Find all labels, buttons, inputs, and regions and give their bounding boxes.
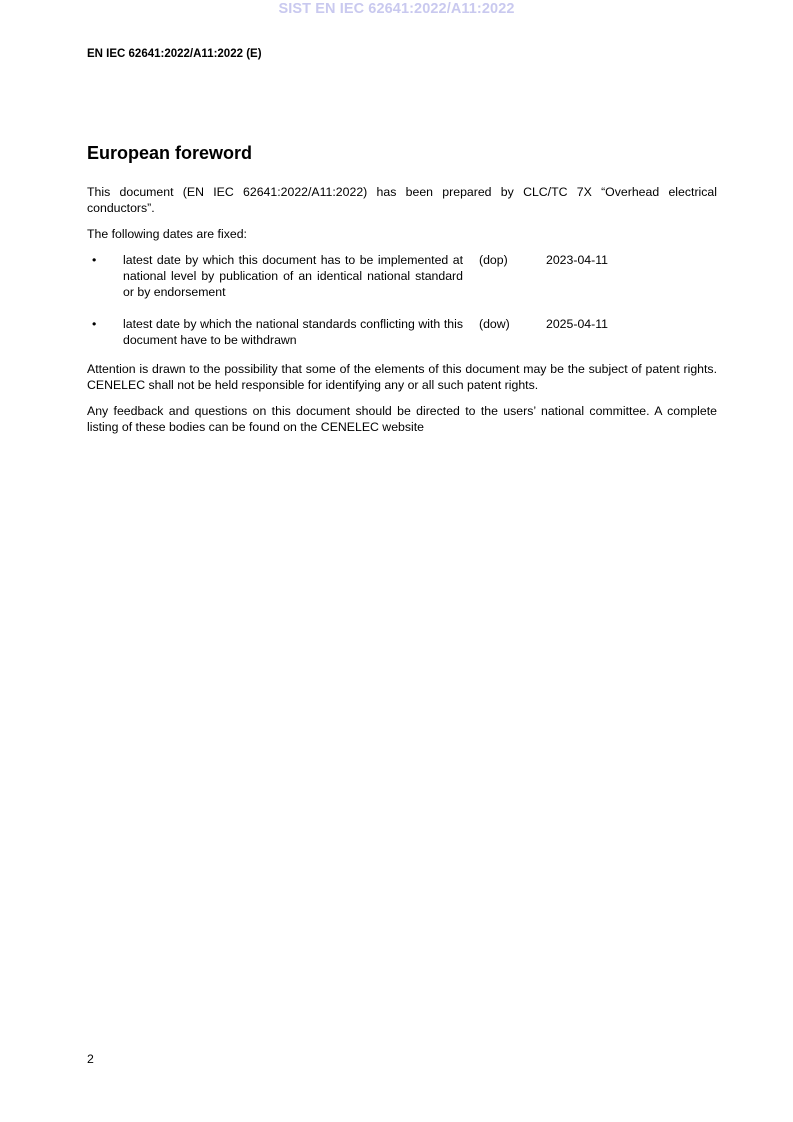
page-number: 2 — [87, 1052, 94, 1066]
foreword-section — [87, 142, 717, 445]
bullet-icon: • — [92, 317, 97, 331]
feedback-paragraph: Any feedback and questions on this document should be directed to the users’ national committee. A complete listing of these bodies can be found on the CENELEC website — [87, 404, 717, 434]
section-title: European foreword — [87, 143, 253, 163]
document-reference: EN IEC 62641:2022/A11:2022 (E) — [87, 48, 262, 60]
watermark-text: SIST EN IEC 62641:2022/A11:2022 — [278, 1, 515, 17]
patent-paragraph: Attention is drawn to the possibility that some of the elements of this document may be the subject of patent rights. CENELEC shall not be held responsible for identifying any or all such patent rights. — [87, 362, 717, 392]
dates-list — [87, 252, 717, 348]
date-abbreviation: (dop) — [479, 253, 508, 267]
dates-intro: The following dates are fixed: — [87, 227, 247, 241]
date-abbreviation: (dow) — [479, 317, 510, 331]
date-description: latest date by which this document has to be implemented at national level by publication of an identical national standard or by endorsement — [123, 253, 463, 299]
intro-paragraph: This document (EN IEC 62641:2022/A11:2022) has been prepared by CLC/TC 7X “Overhead electrical conductors”. — [87, 185, 717, 215]
date-item-dop — [87, 252, 717, 300]
bullet-icon: • — [92, 253, 97, 267]
date-value: 2025-04-11 — [546, 317, 608, 331]
date-value: 2023-04-11 — [546, 253, 608, 267]
date-item-dow — [87, 316, 717, 348]
date-description: latest date by which the national standards conflicting with this document have to be withdrawn — [123, 317, 463, 347]
